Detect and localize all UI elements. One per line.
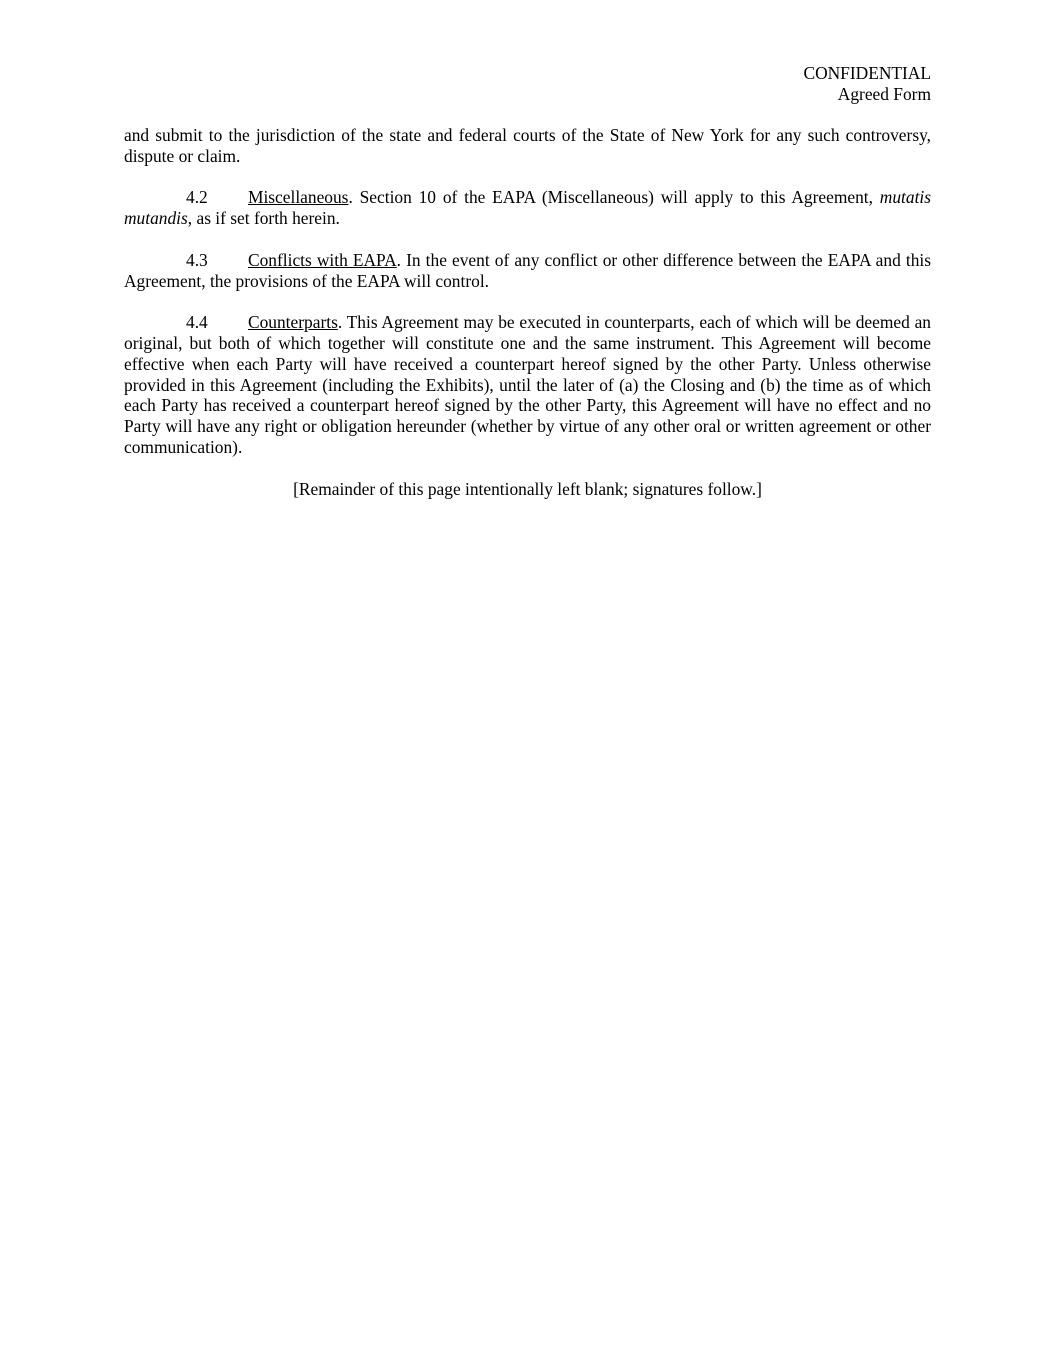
section-title: Miscellaneous [248, 187, 349, 208]
section-number: 4.3 [186, 249, 208, 270]
section-text: . This Agreement may be executed in counterparts, each of which will be deemed an original, but both of which together will constitute one and the same instrument. This Agreement will become effective when each Party will have received a counterpart hereof signed by the other Party. Unless otherwise provided in this Agreement (including the Exhibits), until the later of (a) the Closing and (b) the time as of which each Party has received a counterpart hereof signed by the other Party, this Agreement will have no effect and no Party will have any right or obligation hereunder (whether by virtue of any other oral or written agreement or other communication). [124, 312, 931, 457]
section-4-4 [124, 312, 931, 458]
section-4-2 [124, 187, 931, 229]
section-title: Counterparts [248, 312, 338, 333]
remainder-note: [Remainder of this page intentionally left blank; signatures follow.] [293, 478, 762, 499]
section-title: Conflicts with EAPA [248, 249, 397, 270]
document-body [124, 125, 931, 520]
section-text-tail: , as if set forth herein. [187, 208, 340, 229]
section-text: . Section 10 of the EAPA (Miscellaneous) will apply to this Agreement, [348, 187, 880, 208]
confidential-label: CONFIDENTIAL [803, 63, 931, 83]
section-4-3 [124, 250, 931, 292]
section-number: 4.2 [186, 187, 208, 208]
section-text: . In the event of any conflict or other difference between the EAPA and this Agreement, the provisions of the EAPA will control. [124, 249, 931, 291]
section-number: 4.4 [186, 312, 208, 333]
section-italic-text: mutatis mutandis [124, 187, 931, 229]
document-header [803, 63, 931, 104]
agreed-form-label: Agreed Form [837, 83, 931, 104]
continuation-paragraph: and submit to the jurisdiction of the state and federal courts of the State of New York for any such controversy, dispute or claim. [124, 125, 931, 166]
